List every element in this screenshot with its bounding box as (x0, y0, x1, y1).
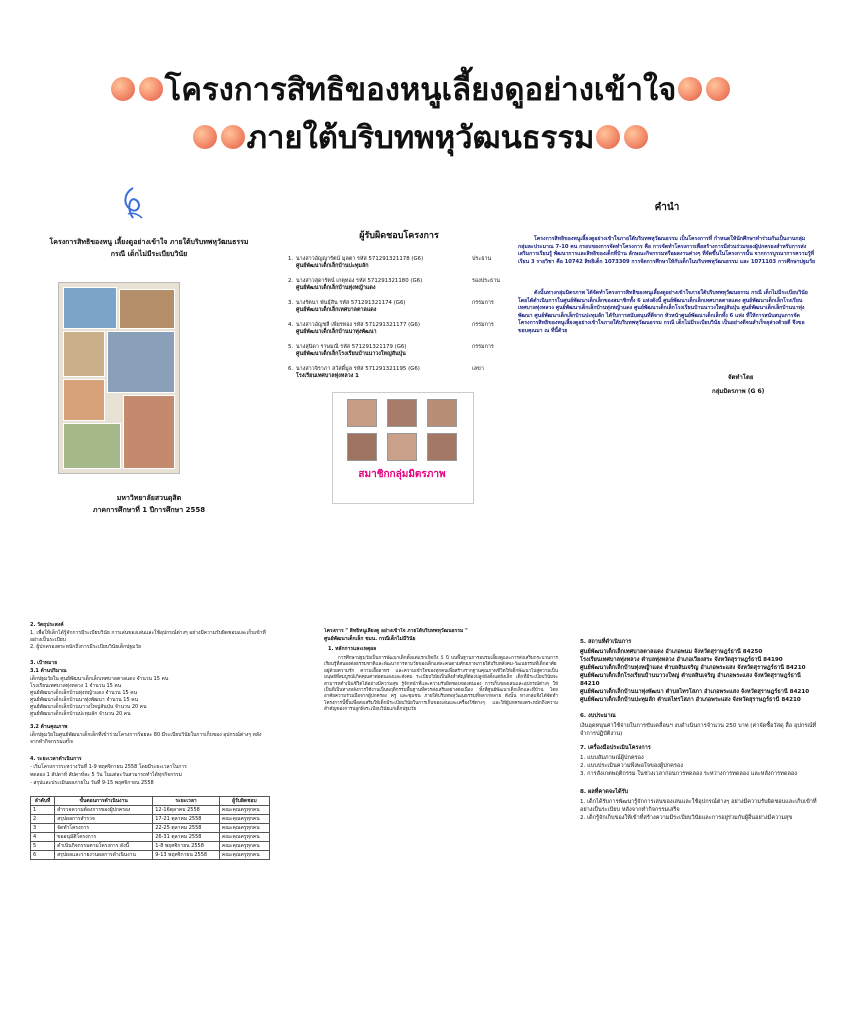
foreword-sign-1: จัดทำโดย (728, 374, 754, 381)
table-cell: สรุปผลการสำรวจ (55, 815, 153, 824)
quantity-list (30, 676, 270, 718)
member-item (288, 300, 510, 322)
schedule-header-cell: ขั้นตอนการดำเนินงาน (55, 797, 153, 806)
group-label: สมาชิกกลุ่มมิตรภาพ (358, 469, 446, 480)
cover-title: โครงการสิทธิของหนู เลี้ยงดูอย่างเข้าใจ ภายใต้บริบทพหุวัฒนธรรม (49, 238, 249, 246)
peach-icon (678, 77, 702, 101)
member-name: นางรัตนา พันธุ์สิน รหัส 571291321174 (G6) (296, 300, 406, 306)
peach-icon (624, 125, 648, 149)
member-role: กรรมการ (472, 344, 494, 350)
tool-item: 2. แบบประเมินความพึงพอใจของผู้ปกครอง (580, 763, 683, 769)
table-cell: คณะคุณครูทุกคน (219, 815, 269, 824)
member-item (288, 344, 510, 366)
table-cell: 3 (31, 824, 55, 833)
schedule-table (30, 796, 270, 860)
table-cell: 2 (31, 815, 55, 824)
place-item: ศูนย์พัฒนาเด็กเล็กเทศบาลตาลแดง อำเภอพนม จังหวัดสุราษฎร์ธานี 84250 (580, 649, 763, 655)
quantity-item: โรงเรียนเทศบาลทุ่งหลวง 1 จำนวน 15 คน (30, 683, 122, 689)
principle-heading: 1. หลักการและเหตุผล (328, 646, 377, 652)
schedule-header-cell: ผู้รับผิดชอบ (219, 797, 269, 806)
table-cell: คณะคุณครูทุกคน (219, 833, 269, 842)
foreword-heading: คำนำ (654, 202, 680, 213)
principle-subtitle: ศูนย์พัฒนาเด็กเล็ก ชมน. กรณีเด็กไม่มีวินัย (324, 636, 416, 642)
member-name: นางสุนิดา ราษมณี รหัส 571291321179 (G6) (296, 344, 407, 350)
table-cell: จัดทำโครงการ (55, 824, 153, 833)
result-item: 1. เด็กได้รับการพัฒนารู้จักการเล่นของเล่นและใช้อุปกรณ์ต่างๆ อย่างมีความรับผิดชอบและเก็บเข้าที่อย่างเป็นระเบียบ หลังจากทำกิจกรรมเสร็จ (580, 799, 817, 813)
table-cell: คณะคุณครูทุกคน (219, 824, 269, 833)
target-quantity-heading: 3.1 ด้านปริมาณ (30, 668, 67, 674)
tools-list (580, 754, 820, 778)
cover-term: ภาคการศึกษาที่ 1 ปีการศึกษา 2558 (92, 506, 206, 514)
table-row (31, 815, 270, 824)
table-cell: สรุปผลและรายงานผลการดำเนินงาน (55, 851, 153, 860)
place-item: ศูนย์พัฒนาเด็กเล็กบ้านทุ่งหญ้าแดง ตำบลสินเจริญ อำเภอพระแสง จังหวัดสุราษฎร์ธานี 84210 (580, 665, 806, 671)
peach-icon (193, 125, 217, 149)
tool-item: 3. การสังเกตพฤติกรรม ในช่วงเวลาก่อนการทดลอง ระหว่างการทดลอง และหลังการทดลอง (580, 771, 797, 777)
results-list (580, 798, 820, 822)
peach-icon (596, 125, 620, 149)
quantity-item: ศูนย์พัฒนาเด็กเล็กบ้านทุ่งหญ้าแดง จำนวน 15 คน (30, 690, 138, 696)
peach-icon (111, 77, 135, 101)
member-list (288, 256, 510, 388)
place-item: โรงเรียนเทศบาลทุ่งหลวง ตำบลทุ่งหลวง อำเภอเวียงสระ จังหวัดสุราษฎร์ธานี 84190 (580, 657, 783, 663)
member-name: นางสาวอัญญารัตน์ มุลตา รหัส 571291321178 (G6) (296, 256, 424, 262)
table-cell: ขออนุมัติโครงการ (55, 833, 153, 842)
members-heading: ผู้รับผิดชอบโครงการ (359, 231, 439, 241)
table-cell: คณะคุณครูทุกคน (219, 806, 269, 815)
photo-collage (58, 282, 180, 474)
member-role: ประธาน (472, 256, 492, 262)
member-no: 1. (288, 256, 294, 262)
foreword-page (514, 196, 820, 426)
member-no: 4. (288, 322, 294, 328)
foreword-para-2: ดังนั้นทางกลุ่มมิตรภาพ ได้จัดทำโครงการสิทธิของหนูเลี้ยงดูอย่างเข้าใจภายใต้บริบทพหุวัฒนธรรม กรณี เด็กไม่มีระเบียบวินัย โดยได้ดำเนินการในศูนย์พัฒนาเด็กเล็กของสมาชิกทั้ง 6 แห่งดังนี้ ศูนย์พัฒนาเด็กเล็กเทศบาลตาลแดง ศูนย์พัฒนาเด็กเล็กโรงเรียนเทศบาลทุ่งหลวง ศูนย์พัฒนาเด็กเล็กบ้านทุ่งหญ้าแดง ศูนย์พัฒนาเด็กเล็กโรงเรียนบ้านนาวงใหญ่สันปุ่น ศูนย์พัฒนาเด็กเล็กบ้านนาทุ่งพัฒนา ศูนย์พัฒนาเด็กเล็กบ้านปะทุมลัก ได้รับการสนับสนุนที่ดีจาก หัวหน้าศูนย์พัฒนาเด็กเล็กทั้ง 6 แห่ง ที่ให้การสนับสนุนการจัด โครงการสิทธิของหนูเลี้ยงดูอย่างเข้าใจภายใต้บริบทพหุวัฒนธรรม กรณี เด็กไม่มีระเบียบวินัย เป็นอย่างดีจนสำเร็จลุล่วงด้วยดี จึงขอขอบคุณมา ณ ที่นี้ด้วย (518, 290, 808, 334)
table-cell: 5 (31, 842, 55, 851)
place-list (580, 648, 820, 704)
member-no: 3. (288, 300, 294, 306)
member-role: กรรมการ (472, 322, 494, 328)
table-row (31, 851, 270, 860)
target-heading: 3. เป้าหมาย (30, 660, 58, 666)
member-role: รองประธาน (472, 278, 500, 284)
members-page (284, 226, 514, 516)
peach-icon (139, 77, 163, 101)
objective-2: 2. ผู้ปกครองตระหนักถึงการมีระเบียบวินัยเด็กปฐมวัย (30, 644, 142, 650)
member-item (288, 278, 510, 300)
quantity-item: ศูนย์พัฒนาเด็กเล็กบ้านปะทุมลัก จำนวน 20 คน (30, 711, 131, 717)
group-photo-board (332, 392, 474, 504)
table-cell: ดำเนินกิจกรรมตามโครงการ ดังนี้ (55, 842, 153, 851)
table-cell: 26-31 ตุลาคม 2558 (153, 833, 220, 842)
duration-heading: 4. ระยะเวลาดำเนินการ (30, 756, 82, 762)
tool-item: 1. แบบสัมภาษณ์ผู้ปกครอง (580, 755, 644, 761)
member-role: กรรมการ (472, 300, 494, 306)
peach-icon (221, 125, 245, 149)
table-cell: 1-8 พฤศจิกายน 2558 (153, 842, 220, 851)
duration-3: - สรุปและประเมินผลภายใน วันที่ 9-15 พฤศจิกายน 2558 (30, 780, 154, 786)
member-item (288, 366, 510, 388)
table-row (31, 806, 270, 815)
member-no: 2. (288, 278, 294, 284)
member-item (288, 322, 510, 344)
details-page (574, 628, 822, 858)
member-no: 5. (288, 344, 294, 350)
foreword-sign-2: กลุ่มมิตรภาพ (G 6) (712, 388, 765, 395)
table-cell: 1 (31, 806, 55, 815)
cover-page (18, 172, 280, 532)
member-org: โรงเรียนเทศบาลทุ่งหลวง 1 (296, 373, 359, 379)
schedule-header-cell: ลำดับที่ (31, 797, 55, 806)
principle-title: โครงการ " สิทธิหนูเลี้ยงดู อย่างเข้าใจ ภายใต้บริบทพหุวัฒนธรรม " (324, 628, 468, 634)
target-quality: เด็กปฐมวัยในศูนย์พัฒนาเด็กเล็กที่เข้าร่วมโครงการร้อยละ 80 มีระเบียบวินัยในการเก็บของ อุปกรณ์ต่างๆ หลังจากทำกิจกรรมเสร็จ (30, 732, 262, 745)
table-cell: 9-13 พฤศจิกายน 2558 (153, 851, 220, 860)
place-item: ศูนย์พัฒนาเด็กเล็กโรงเรียนบ้านนาวงใหญ่ ตำบลสินเจริญ อำเภอพระแสง จังหวัดสุราษฎร์ธานี 84210 (580, 673, 801, 687)
cover-university: มหาวิทยาลัยสวนดุสิต (116, 494, 182, 502)
principle-page (318, 628, 562, 958)
table-cell: 22-25 ตุลาคม 2558 (153, 824, 220, 833)
principle-body: การศึกษาปฐมวัยเป็นการพัฒนาเด็กตั้งแต่แรกเกิดถึง 5 ปี บนพื้นฐานการอบรมเลี้ยงดูและการส่งเสริมกระบวนการเรียนรู้ที่สนองต่อธรรมชาติและพัฒนาการตามวัยของเด็กแต่ละคนตามศักยภาพภายใต้บริบทสังคม-วัฒนธรรมที่เด็กอาศัยอยู่ด้วยความรัก ความเอื้ออาทร และความเข้าใจของทุกคนเพื่อสร้างรากฐานคุณภาพชีวิตให้เด็กพัฒนาไปสู่ความเป็นมนุษย์ที่สมบูรณ์เกิดคุณค่าต่อตนเองและสังคม ระเบียบวินัยเป็นสิ่งสำคัญที่ต้องปลูกฝังตั้งแต่ยังเล็ก เด็กที่มีระเบียบวินัยจะสามารถดำเนินชีวิตได้อย่างมีความสุข รู้จักหน้าที่และความรับผิดชอบของตนเอง การเก็บของเล่นและอุปกรณ์ต่างๆ ให้เป็นที่เป็นทางหลังการใช้งานเป็นพฤติกรรมพื้นฐานที่ควรส่งเสริมอย่างต่อเนื่อง ทั้งที่ศูนย์พัฒนาเด็กเล็กและที่บ้าน โดยอาศัยความร่วมมือจากผู้ปกครอง ครู และชุมชน ภายใต้บริบทพหุวัฒนธรรมที่หลากหลาย ดังนั้น ทางกลุ่มจึงได้จัดทำโครงการนี้ขึ้นเพื่อส่งเสริมให้เด็กมีระเบียบวินัยในการเก็บของเล่นและเครื่องใช้ต่างๆ และให้ผู้ปกครองตระหนักถึงความสำคัญของการปลูกฝังระเบียบวินัยแก่เด็กปฐมวัย (324, 656, 558, 713)
peach-icon (706, 77, 730, 101)
objective-1: 1. เพื่อให้เด็กได้รู้จักการมีระเบียบวินัย การเล่นของเล่นและใช้อุปกรณ์ต่างๆ อย่างมีความรับผิดชอบและเก็บเข้าที่อย่างเป็นระเบียบ (30, 630, 266, 643)
member-name: นางสาวอัญชลี เพียรทอง รหัส 571291321177 (G6) (296, 322, 420, 328)
objectives-page (18, 620, 283, 950)
member-name: นางสาวสุดารัตน์ เกตุทอง รหัส 571291321180 (G6) (296, 278, 423, 284)
table-cell: 4 (31, 833, 55, 842)
member-role: เลขา (472, 366, 484, 372)
quantity-item: เด็กปฐมวัยใน ศูนย์พัฒนาเด็กเล็กเทศบาลตาลแดง จำนวน 15 คน (30, 676, 169, 682)
place-heading: 5. สถานที่ดำเนินการ (580, 639, 632, 645)
tools-heading: 7. เครื่องมือประเมินโครงการ (580, 745, 651, 751)
title-text-1: โครงการสิทธิของหนูเลี้ยงดูอย่างเข้าใจ (164, 72, 677, 108)
target-quality-heading: 3.2 ด้านคุณภาพ (30, 724, 68, 730)
table-row (31, 842, 270, 851)
quantity-item: ศูนย์พัฒนาเด็กเล็กบ้านนาวงใหญ่สันปุ่น จำนวน 20 คน (30, 704, 147, 710)
page-title-line-1 (0, 64, 841, 114)
budget-heading: 6. งบประมาณ (580, 713, 616, 719)
member-name: นางสาวจิราภา สวัสดิ์มูล รหัส 571291321195 (G6) (296, 366, 420, 372)
member-org: ศูนย์พัฒนาเด็กเล็กบ้านทุ่งหญ้าแดง (296, 285, 376, 291)
duration-2: ทดลอง 1 สัปดาห์ สัปดาห์ละ 5 วัน ในแต่ละวันสามารถทำได้ทุกกิจกรรม (30, 772, 182, 778)
table-row (31, 824, 270, 833)
result-item: 2. เด็กรู้จักเก็บของให้เข้าที่สร้างความมีระเบียบวินัยและการอยู่ร่วมกับผู้อื่นอย่างมีความสุข (580, 815, 793, 821)
table-cell: 12-16ตุลาคม 2558 (153, 806, 220, 815)
budget-text: เงินอุดหนุนค่าใช้จ่ายในการขับเคลื่อนฯ งบดำเนินการจำนวน 250 บาท (ค่าจัดซื้อวัสดุ สื่อ อุปกรณ์ที่จำการปฏิบัติงาน) (580, 723, 817, 737)
place-item: ศูนย์พัฒนาเด็กเล็กบ้านนาทุ่งพัฒนา ตำบลไทรโสภา อำเภอพระแสง จังหวัดสุราษฎร์ธานี 84210 (580, 689, 810, 695)
table-cell: คณะคุณครูทุกคน (219, 851, 269, 860)
quantity-item: ศูนย์พัฒนาเด็กเล็กบ้านนาทุ่งพัฒนา จำนวน 15 คน (30, 697, 139, 703)
member-no: 6. (288, 366, 294, 372)
member-item (288, 256, 510, 278)
member-org: ศูนย์พัฒนาเด็กเล็กบ้านปะทุมลัก (296, 263, 369, 269)
member-org: ศูนย์พัฒนาเด็กเล็กโรงเรียนบ้านนาวงใหญ่สันปุ่น (296, 351, 406, 357)
foreword-para-1: โครงการสิทธิของหนูเลี้ยงดูอย่างเข้าใจภายใต้บริบทพหุวัฒนธรรม เป็นโครงการที่ กำหนดให้นักศึกษาทำร่วมกันเป็นงานกลุ่ม กลุ่มละประมาณ 7-10 คน กรอบของการจัดทำโครงการ คือ การจัดทำโครงการเพื่อสร้างการมีส่วนร่วมของผู้ปกครองสำหรับการส่งเสริมการเรียนรู้ พัฒนาการและสิทธิของเด็กที่บ้าน ลักษณะกิจกรรมหรือผลงานต่างๆ ที่จัดขึ้นในโครงการนั้น จากการบูรณาการความรู้ที่เรียน 3 รายวิชา คือ 10742 สิทธิเด็ก 1073309 การจัดการศึกษาให้กับเด็กในบริบทพหุวัฒนธรรม และ 1071103 การศึกษาปฐมวัย (518, 236, 816, 265)
table-cell: คณะคุณครูทุกคน (219, 842, 269, 851)
page-title-line-2 (0, 112, 841, 162)
member-org: ศูนย์พัฒนาเด็กเล็กบ้านนาทุ่งพัฒนา (296, 329, 377, 335)
results-heading: 8. ผลที่คาดจะได้รับ (580, 789, 629, 795)
objectives-heading: 2. วัตถุประสงค์ (30, 622, 64, 628)
table-cell: สำรวจความต้องการของผู้ปกครอง (55, 806, 153, 815)
title-text-2: ภายใต้บริบทพหุวัฒนธรรม (246, 120, 595, 156)
member-org: ศูนย์พัฒนาเด็กเล็กเทศบาลตาลแดง (296, 307, 377, 313)
schedule-header-cell: ระยะเวลา (153, 797, 220, 806)
duration-1: - เริ่มโครงการระหว่างวันที่ 1-9 พฤศจิกายน 2558 โดยมีระยะเวลาในการ (30, 764, 187, 770)
place-item: ศูนย์พัฒนาเด็กเล็กบ้านปะทุมลัก ตำบลไทรโสภา อำเภอพระแสง จังหวัดสุราษฎร์ธานี 84210 (580, 697, 801, 703)
table-cell: 6 (31, 851, 55, 860)
table-row (31, 833, 270, 842)
cover-subtitle: กรณี เด็กไม่มีระเบียบวินัย (110, 250, 188, 258)
university-logo (118, 184, 148, 224)
table-cell: 17-21 ตุลาคม 2558 (153, 815, 220, 824)
